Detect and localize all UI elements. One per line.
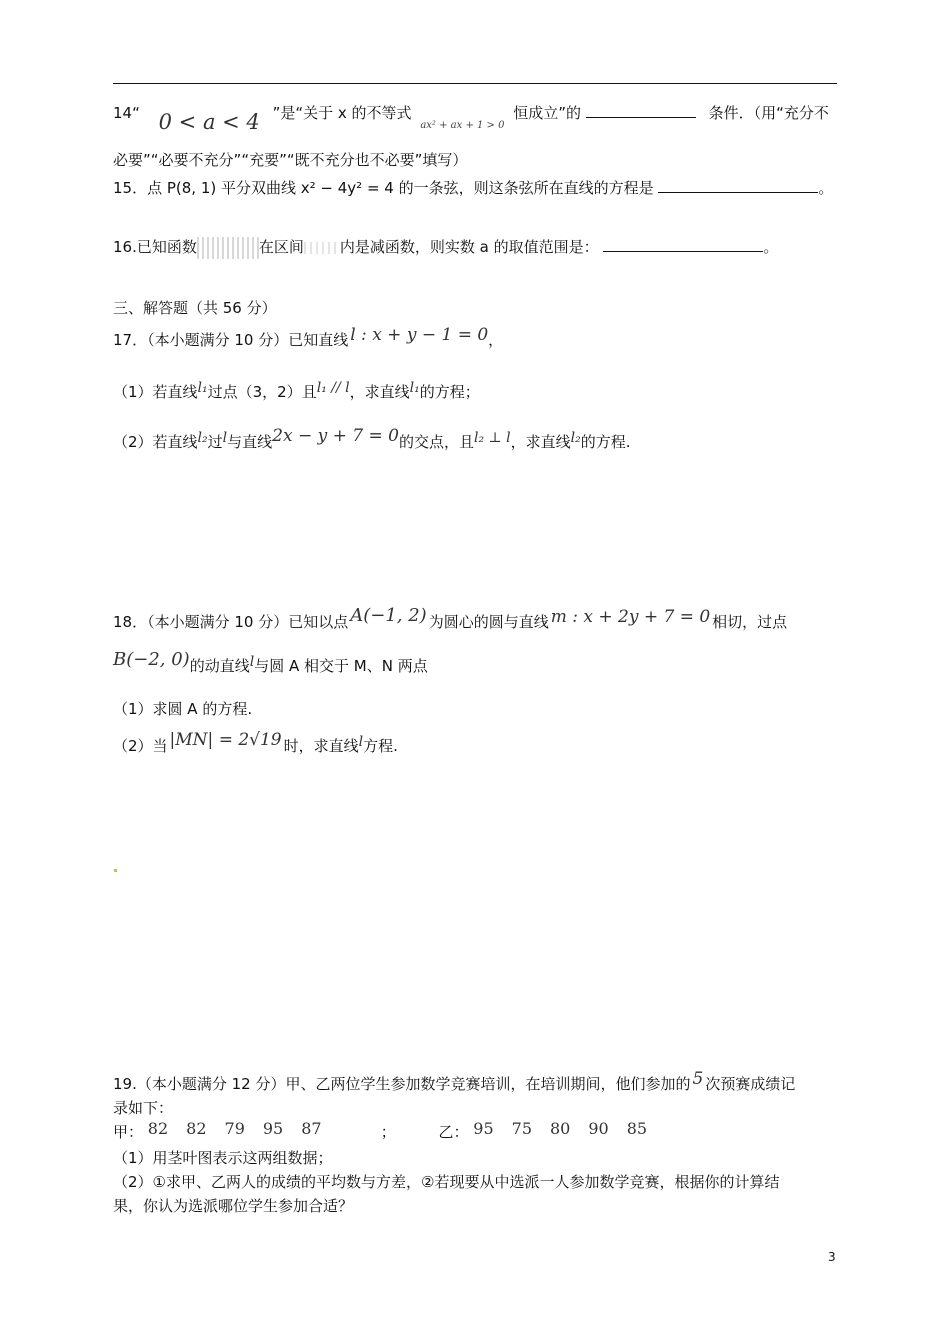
q17-p2-a: （2）若直线 bbox=[113, 433, 198, 451]
q17-p1-d: 的方程； bbox=[419, 383, 480, 401]
q16-function-image bbox=[197, 237, 259, 259]
q17-p2-perpendicular: l₂ ⊥ l bbox=[473, 430, 511, 446]
page-number: 3 bbox=[828, 1250, 836, 1264]
score: 80 bbox=[550, 1119, 571, 1138]
q17-head bbox=[113, 325, 504, 350]
q14-prefix: 14“ bbox=[113, 104, 140, 122]
q18-mid: 为圆心的圆与直线 bbox=[428, 613, 549, 631]
q17-p2-d: 的交点，且 bbox=[398, 433, 474, 451]
top-rule bbox=[113, 83, 837, 84]
stray-dot bbox=[114, 869, 117, 872]
q17-p2-f: 的方程. bbox=[580, 433, 631, 451]
q19-head-text: 19.（本小题满分 12 分）甲、乙两位学生参加数学竞赛培训，在培训期间，他们参加的 bbox=[113, 1075, 691, 1093]
q18-p2-a: （2）当 bbox=[113, 737, 168, 755]
score: 75 bbox=[511, 1119, 532, 1138]
q17-p2-b: 过 bbox=[207, 433, 223, 451]
q19-five: 5 bbox=[692, 1069, 704, 1089]
q16-answer-blank[interactable] bbox=[603, 235, 763, 252]
q16-interval-image bbox=[304, 242, 340, 254]
q14-condition: 0 < a < 4 bbox=[158, 110, 260, 134]
q18-p2-c: 方程. bbox=[363, 737, 398, 755]
q14-after: 条件．（用“充分不 bbox=[708, 104, 829, 122]
q18-l: l bbox=[249, 654, 255, 670]
q14-line2: 必要”“必要不充分”“充要”“既不充分也不必要”填写） bbox=[113, 151, 468, 169]
q15-end: 。 bbox=[818, 179, 834, 197]
q18-part2 bbox=[113, 730, 398, 757]
q19-part2: （2）①求甲、乙两人的成绩的平均数与方差，②若现要从中选派一人参加数学竞赛，根据你的计算结 bbox=[113, 1173, 780, 1191]
section-title: 三、解答题（共 56 分） bbox=[113, 299, 277, 317]
q17-part2 bbox=[113, 426, 631, 453]
q18-head bbox=[113, 605, 788, 632]
q19-line2: 录如下： bbox=[113, 1099, 174, 1117]
q18-p2-equation: |MN| = 2√19 bbox=[169, 730, 282, 750]
score: 95 bbox=[473, 1119, 494, 1138]
q18-p2-b: 时，求直线 bbox=[283, 737, 359, 755]
q19-part1: （1）用茎叶图表示这两组数据； bbox=[113, 1149, 333, 1167]
q16-line bbox=[113, 235, 778, 259]
q14-line1 bbox=[113, 101, 829, 134]
q19-part2-cont: 果，你认为选派哪位学生参加合适？ bbox=[113, 1197, 354, 1215]
q17-p1-b: 过点（3，2）且 bbox=[207, 383, 317, 401]
q16-text-b: 在区间 bbox=[258, 238, 304, 256]
q17-p1-c: ，求直线 bbox=[349, 383, 410, 401]
q19-jia-label: 甲： bbox=[113, 1123, 144, 1141]
q17-line-equation: l : x + y − 1 = 0 bbox=[350, 325, 489, 345]
q17-p1-l1: l₁ bbox=[197, 380, 208, 396]
q19-scores bbox=[113, 1119, 665, 1142]
q18-line2-b: 与圆 A 相交于 M、N 两点 bbox=[254, 657, 428, 675]
q15-answer-blank[interactable] bbox=[658, 176, 818, 193]
score: 87 bbox=[301, 1119, 322, 1138]
q18-line2 bbox=[113, 649, 428, 677]
q14-suffix: 恒成立”的 bbox=[513, 104, 582, 122]
q17-p2-e: ，求直线 bbox=[510, 433, 571, 451]
q18-p2-l: l bbox=[358, 734, 364, 750]
q17-p1-parallel: l₁ // l bbox=[316, 380, 350, 396]
q18-head-text: 18．（本小题满分 10 分）已知以点 bbox=[113, 613, 349, 631]
q17-p2-l: l bbox=[222, 430, 228, 446]
score: 90 bbox=[588, 1119, 609, 1138]
q19-head-end: 次预赛成绩记 bbox=[705, 1075, 796, 1093]
q18-line2-a: 的动直线 bbox=[189, 657, 250, 675]
score: 82 bbox=[186, 1119, 207, 1138]
q18-part1: （1）求圆 A 的方程. bbox=[113, 700, 253, 718]
score: 95 bbox=[262, 1119, 284, 1138]
q17-p2-l2: l₂ bbox=[197, 430, 208, 446]
q19-separator: ； bbox=[380, 1123, 396, 1141]
q17-head-end: ， bbox=[488, 331, 504, 349]
q14-mid: ”是“关于 x 的不等式 bbox=[272, 104, 412, 122]
score: 79 bbox=[224, 1119, 245, 1138]
q17-head-text: 17．（本小题满分 10 分）已知直线 bbox=[113, 331, 349, 349]
q14-inequality: ax² + ax + 1 > 0 bbox=[420, 120, 505, 131]
q16-end: 。 bbox=[763, 238, 779, 256]
q14-answer-blank[interactable] bbox=[586, 101, 696, 118]
q19-yi-label: 乙： bbox=[438, 1123, 469, 1141]
q18-point-a: A(−1, 2) bbox=[350, 605, 427, 626]
q16-text-a: 16.已知函数 bbox=[113, 238, 197, 256]
q19-jia-scores bbox=[148, 1119, 345, 1138]
q19-yi-scores bbox=[473, 1119, 665, 1138]
q18-tail: 相切，过点 bbox=[712, 613, 788, 631]
q19-head bbox=[113, 1069, 796, 1094]
q17-p2-l2b: l₂ bbox=[570, 430, 581, 446]
q17-p2-c: 与直线 bbox=[227, 433, 273, 451]
score: 85 bbox=[626, 1119, 648, 1138]
q15-line bbox=[113, 176, 833, 198]
q18-point-b: B(−2, 0) bbox=[113, 649, 190, 670]
q17-p1-l1b: l₁ bbox=[409, 380, 420, 396]
q17-p2-equation: 2x − y + 7 = 0 bbox=[272, 426, 399, 446]
q18-line-m: m : x + 2y + 7 = 0 bbox=[550, 607, 711, 627]
q17-part1 bbox=[113, 382, 480, 403]
q17-p1-a: （1）若直线 bbox=[113, 383, 198, 401]
score: 82 bbox=[147, 1119, 169, 1138]
q15-text: 15．点 P(8, 1) 平分双曲线 x² − 4y² = 4 的一条弦，则这条弦所在直线的方程是 bbox=[113, 179, 654, 197]
q16-text-c: 内是减函数，则实数 a 的取值范围是： bbox=[339, 238, 599, 256]
